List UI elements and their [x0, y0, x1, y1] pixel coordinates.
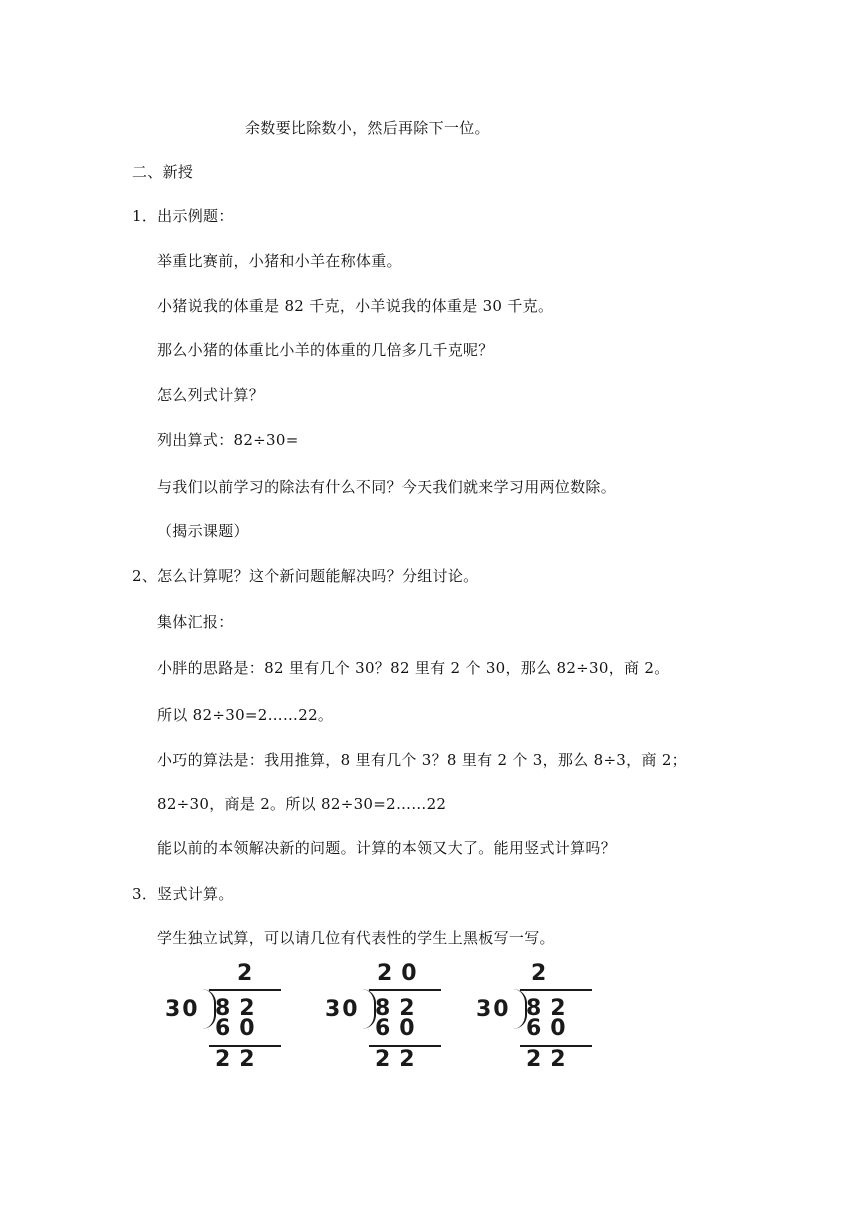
- numbered-heading: 2、怎么计算呢？这个新问题能解决吗？分组讨论。: [132, 567, 479, 585]
- text-line: 集体汇报：: [157, 613, 234, 631]
- quotient: 20: [377, 961, 426, 986]
- text-line: 怎么列式计算？: [157, 386, 265, 404]
- product: 60: [215, 1016, 264, 1041]
- quotient: 2: [531, 961, 556, 986]
- quotient: 2: [237, 961, 262, 986]
- divisor: 30: [476, 997, 511, 1022]
- remainder: 22: [215, 1047, 264, 1072]
- text-line: 所以 82÷30=2……22。: [157, 706, 334, 724]
- division-bracket: [513, 989, 527, 1029]
- text-line: 举重比赛前，小猪和小羊在称体重。: [157, 252, 402, 270]
- numbered-heading: 3．竖式计算。: [132, 885, 234, 903]
- text-line: 能以前的本领解决新的问题。计算的本领又大了。能用竖式计算吗？: [157, 839, 617, 857]
- text-line: 小巧的算法是：我用推算，8 里有几个 3？8 里有 2 个 3，那么 8÷3，商 2；: [157, 751, 687, 769]
- remainder: 22: [375, 1047, 424, 1072]
- remainder: 22: [526, 1047, 575, 1072]
- product: 60: [526, 1016, 575, 1041]
- text-line: 小胖的思路是：82 里有几个 30？82 里有 2 个 30，那么 82÷30，商 2。: [157, 659, 670, 677]
- long-division-3: [476, 962, 606, 1080]
- dividend: 82: [526, 996, 575, 1021]
- text-line: 小猪说我的体重是 82 千克，小羊说我的体重是 30 千克。: [157, 297, 554, 315]
- division-bracket: [202, 989, 216, 1029]
- division-bracket: [362, 989, 376, 1029]
- text-line: 学生独立试算，可以请几位有代表性的学生上黑板写一写。: [157, 929, 555, 947]
- text-line: 列出算式：82÷30=: [157, 431, 299, 449]
- division-bar: [209, 989, 281, 991]
- division-bar: [369, 989, 441, 991]
- numbered-heading: 1．出示例题：: [132, 207, 234, 225]
- long-division-1: [165, 962, 295, 1080]
- text-line: 余数要比除数小，然后再除下一位。: [245, 119, 490, 137]
- divisor: 30: [325, 997, 360, 1022]
- text-line: 82÷30，商是 2。所以 82÷30=2……22: [157, 795, 447, 813]
- dividend: 82: [215, 996, 264, 1021]
- section-heading: 二、新授: [132, 163, 194, 181]
- dividend: 82: [375, 996, 424, 1021]
- long-division-2: [325, 962, 455, 1080]
- divisor: 30: [165, 997, 200, 1022]
- text-line: 与我们以前学习的除法有什么不同？今天我们就来学习用两位数除。: [157, 478, 617, 496]
- product: 60: [375, 1016, 424, 1041]
- text-line: （揭示课题）: [157, 522, 249, 540]
- text-line: 那么小猪的体重比小羊的体重的几倍多几千克呢？: [157, 341, 494, 359]
- division-bar: [520, 989, 592, 991]
